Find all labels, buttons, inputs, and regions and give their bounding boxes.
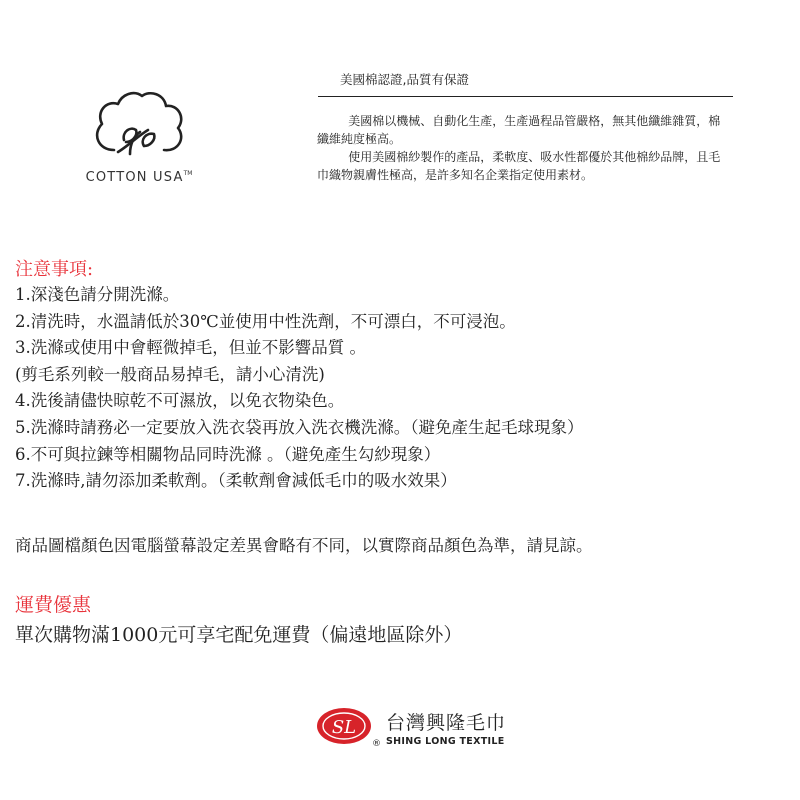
care-note-item: 6.不可與拉鍊等相關物品同時洗滌 。（避免產生勾紗現象）	[15, 444, 441, 464]
shipping-offer-text: 單次購物滿1000元可享宅配免運費（偏遠地區除外）	[15, 624, 463, 646]
brand-name-chinese: 台灣興隆毛巾	[386, 712, 507, 734]
registered-mark: ®	[372, 739, 381, 749]
care-notes-heading: 注意事項:	[15, 259, 94, 280]
shing-long-logo	[314, 706, 534, 752]
certification-body	[317, 112, 727, 184]
cotton-usa-text: COTTON USA™	[85, 170, 193, 185]
care-note-item: 5.洗滌時請務必一定要放入洗衣袋再放入洗衣機洗滌。（避免產生起毛球現象）	[15, 417, 584, 437]
certification-paragraph: 美國棉以機械、自動化生產，生產過程品管嚴格，無其他纖維雜質，棉纖維純度極高。	[317, 114, 721, 146]
care-note-item: (剪毛系列較一般商品易掉毛，請小心清洗)	[15, 364, 325, 384]
shipping-heading: 運費優惠	[15, 594, 92, 616]
brand-name-english: SHING LONG TEXTILE	[386, 736, 505, 747]
certification-divider	[318, 96, 733, 97]
cotton-boll-icon	[88, 88, 188, 168]
care-note-item: 7.洗滌時,請勿添加柔軟劑。（柔軟劑會減低毛巾的吸水效果）	[15, 471, 457, 491]
care-note-item: 2.清洗時，水溫請低於30℃並使用中性洗劑，不可漂白，不可浸泡。	[15, 311, 516, 331]
certification-title: 美國棉認證,品質有保證	[340, 72, 469, 87]
care-note-item: 1.深淺色請分開洗滌。	[15, 285, 180, 304]
certification-paragraph: 使用美國棉紗製作的產品，柔軟度、吸水性都優於其他棉紗品牌，且毛巾織物親膚性極高，是許多知名企業指定使用素材。	[317, 150, 721, 182]
care-note-item: 3.洗滌或使用中會輕微掉毛，但並不影響品質 。	[15, 338, 366, 358]
care-notes	[15, 258, 795, 495]
color-disclaimer: 商品圖檔顏色因電腦螢幕設定差異會略有不同，以實際商品顏色為準，請見諒。	[15, 536, 593, 555]
brand-emblem-icon	[314, 706, 384, 752]
care-note-item: 4.洗後請儘快晾乾不可濕放，以免衣物染色。	[15, 391, 345, 411]
brand-emblem-letters: SL	[331, 717, 357, 738]
cotton-usa-logo	[64, 88, 214, 198]
trademark-mark: TM	[183, 170, 193, 177]
